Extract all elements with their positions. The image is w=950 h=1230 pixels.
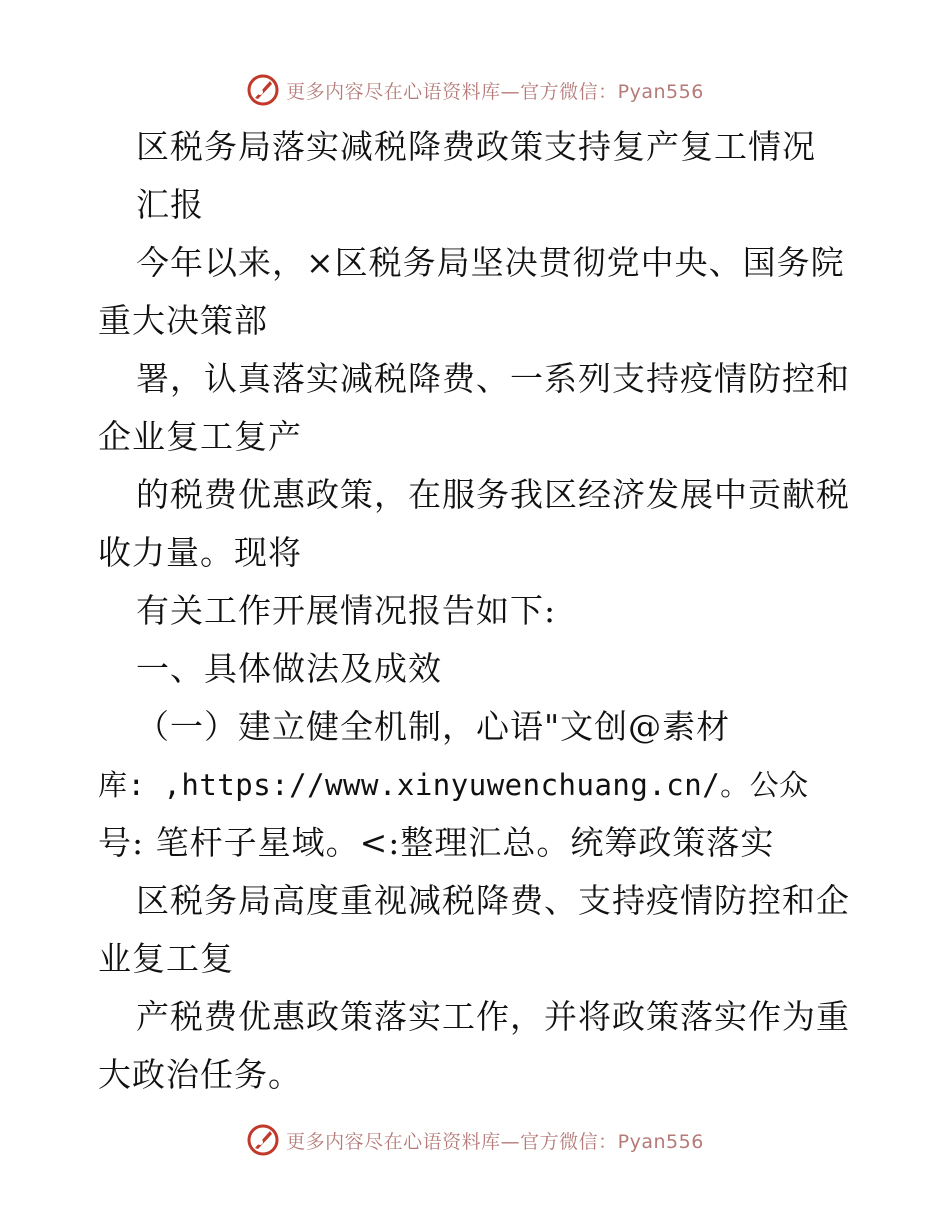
paragraph-line: 业复工复 xyxy=(98,939,234,978)
doc-title-line-2: 汇报 xyxy=(136,185,204,224)
paragraph-line: 收力量。现将 xyxy=(98,533,302,572)
document-body xyxy=(98,118,858,1104)
paragraph-line: 企业复工复产 xyxy=(98,417,302,456)
quill-logo-icon xyxy=(246,1123,280,1157)
paragraph-line: 有关工作开展情况报告如下: xyxy=(136,591,557,630)
header-banner-text: 更多内容尽在心语资料库—官方微信：Pyan556 xyxy=(286,80,704,103)
paragraph-line: 产税费优惠政策落实工作，并将政策落实作为重 xyxy=(136,997,850,1036)
footer-banner-text: 更多内容尽在心语资料库—官方微信：Pyan556 xyxy=(286,1130,704,1153)
paragraph-line: 号: 笔杆子星域。<:整理汇总。统筹政策落实 xyxy=(98,823,775,862)
paragraph-line: 重大决策部 xyxy=(98,301,268,340)
paragraph-line: 今年以来，×区税务局坚决贯彻党中央、国务院 xyxy=(136,243,845,282)
doc-title-line-1: 区税务局落实减税降费政策支持复产复工情况 xyxy=(136,127,816,166)
paragraph-line: 署，认真落实减税降费、一系列支持疫情防控和 xyxy=(136,359,850,398)
paragraph-line: 的税费优惠政策，在服务我区经济发展中贡献税 xyxy=(136,475,850,514)
header-banner xyxy=(0,70,950,110)
footer-banner xyxy=(0,1120,950,1160)
paragraph-line-url: 库: ,https://www.xinyuwenchuang.cn/。公众 xyxy=(98,768,809,802)
subsection-heading: （一）建立健全机制，心语"文创@素材 xyxy=(136,707,731,746)
section-heading: 一、具体做法及成效 xyxy=(136,649,442,688)
paragraph-line: 区税务局高度重视减税降费、支持疫情防控和企 xyxy=(136,881,850,920)
quill-logo-icon xyxy=(246,73,280,107)
paragraph-line: 大政治任务。 xyxy=(98,1055,302,1094)
